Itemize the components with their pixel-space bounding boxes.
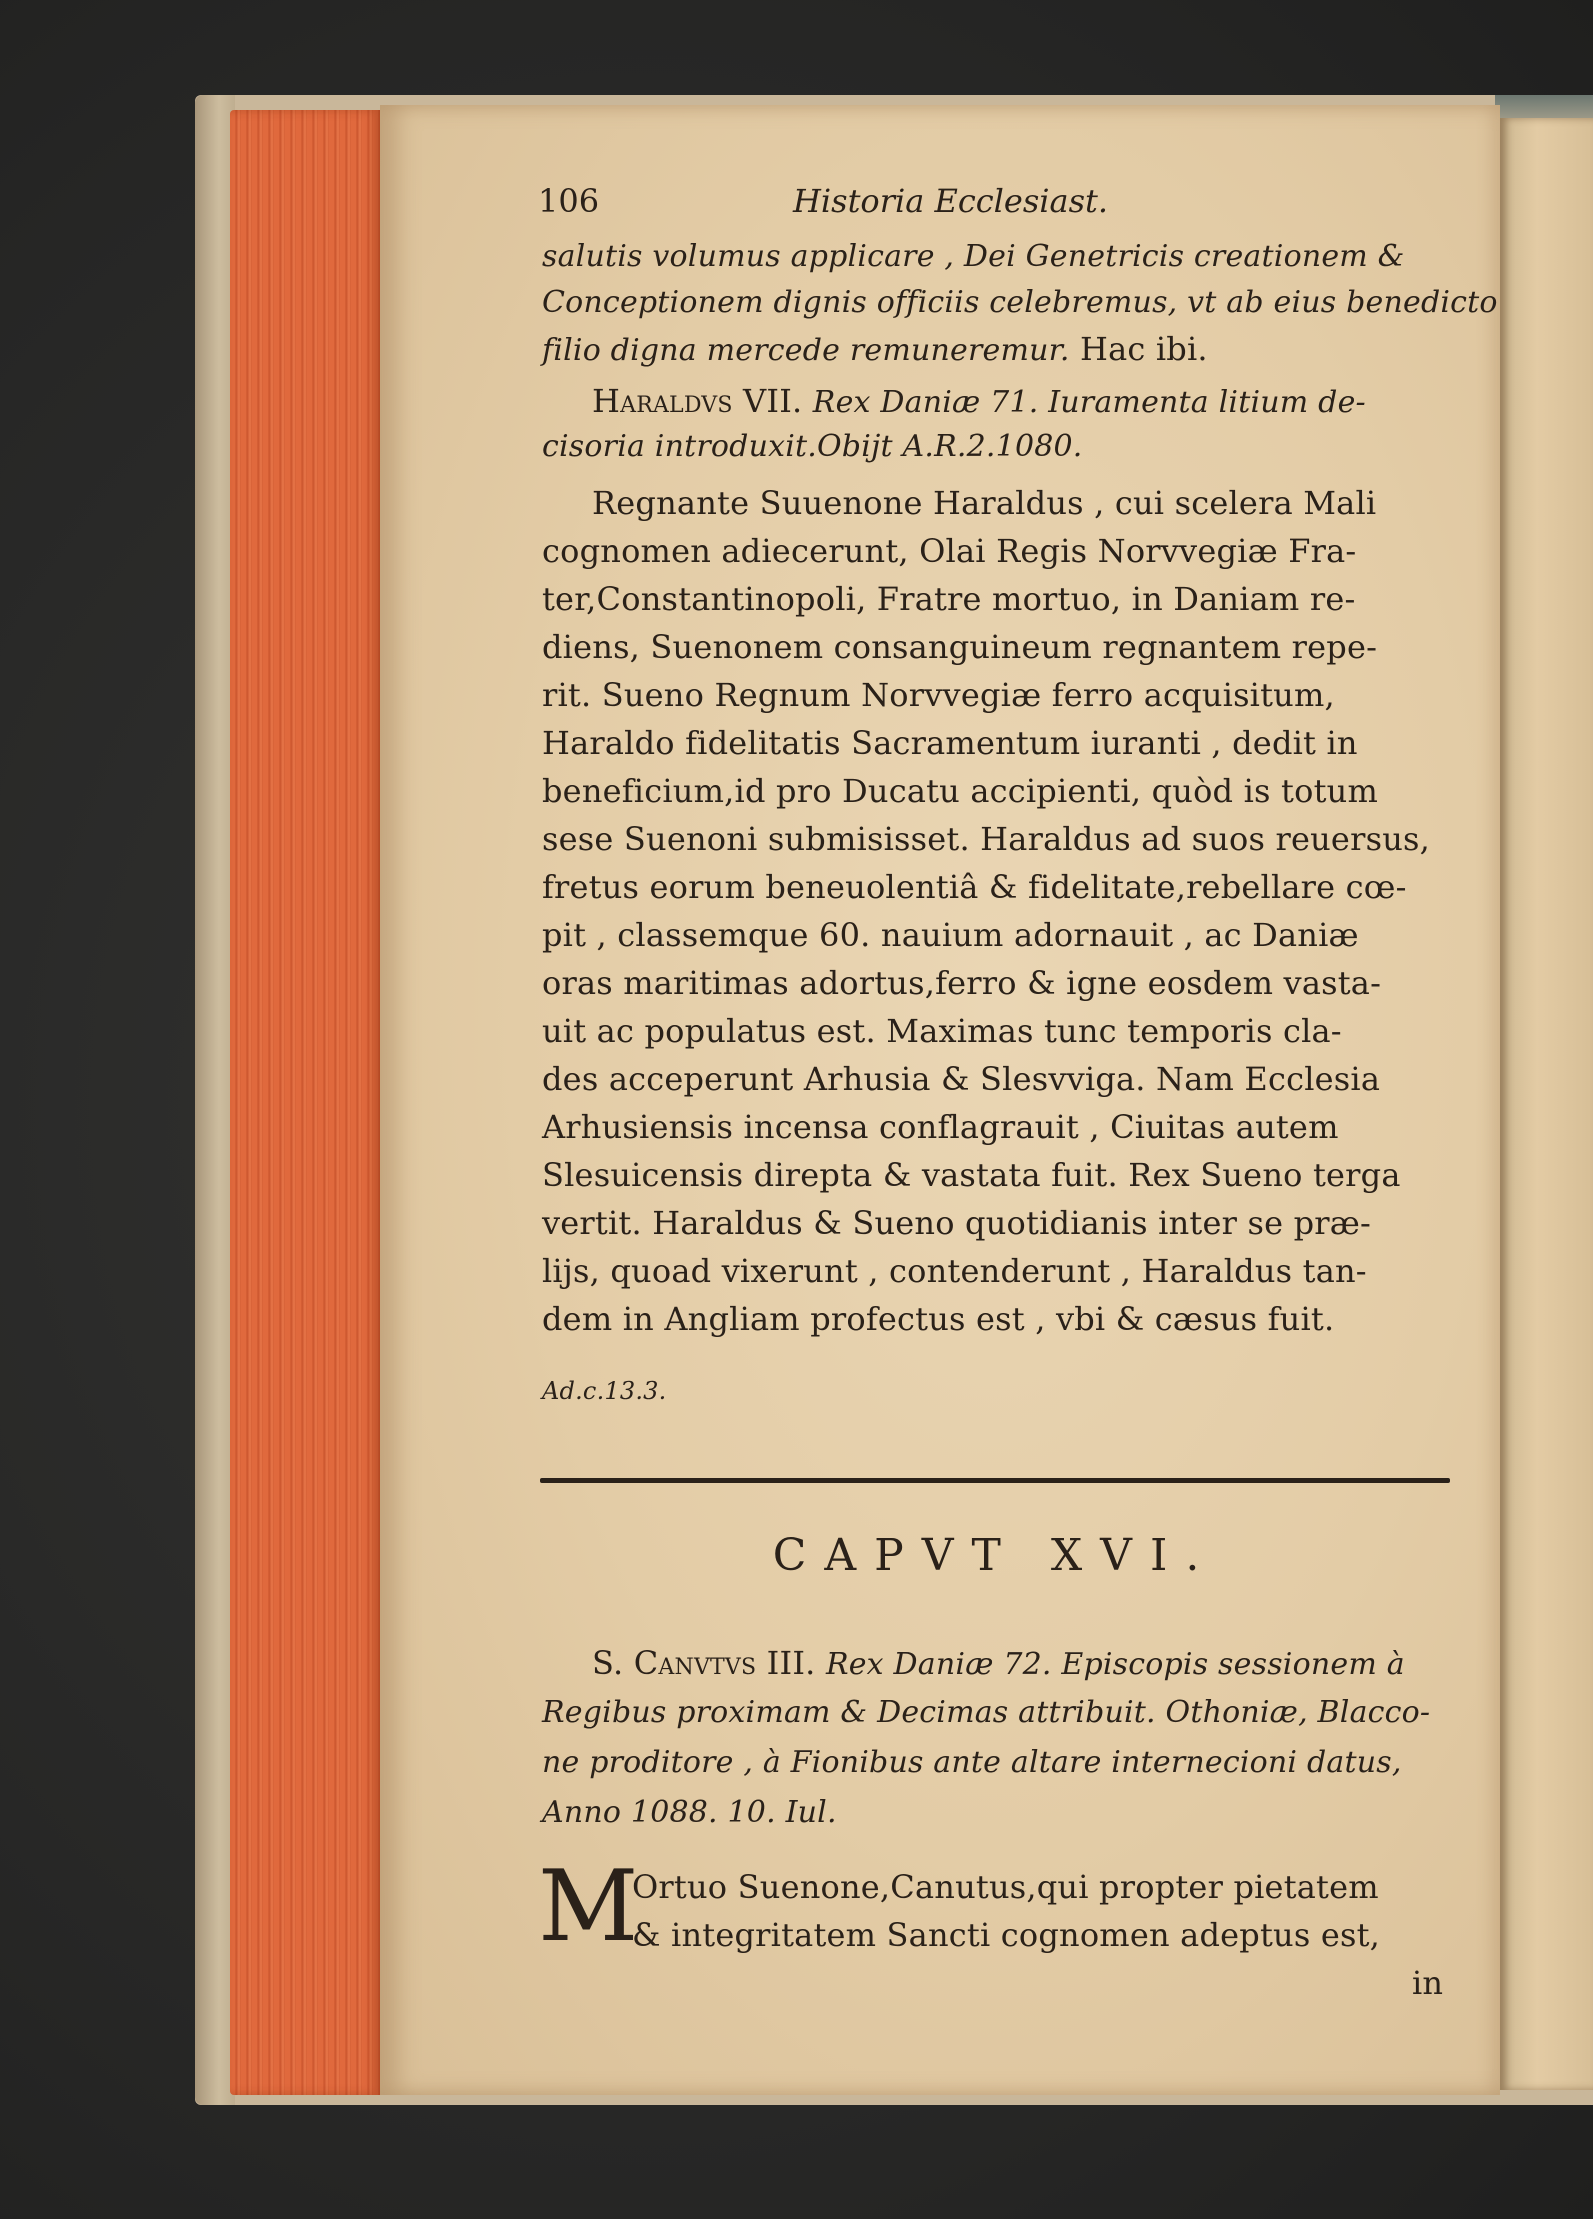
text-line: Arhusiensis incensa conflagrauit , Ciuitas autem bbox=[542, 1108, 1339, 1146]
catchword: in bbox=[1412, 1964, 1444, 2002]
page-edges bbox=[230, 110, 380, 2095]
text-line: & integritatem Sancti cognomen adeptus est, bbox=[632, 1916, 1381, 1954]
text-fragment: Rex Daniæ 71. Iuramenta litium de- bbox=[812, 385, 1366, 420]
running-title: Historia Ecclesiast. bbox=[793, 182, 1109, 220]
chapter-heading: CAPVT XVI. bbox=[772, 1530, 1218, 1581]
facing-page bbox=[1500, 118, 1593, 2090]
text-line: fretus eorum beneuolentiâ & fidelitate,rebellare cœ- bbox=[542, 868, 1407, 906]
text-line bbox=[542, 330, 1208, 370]
text-line: lijs, quoad vixerunt , contenderunt , Haraldus tan- bbox=[542, 1252, 1367, 1290]
text-line: Regnante Suuenone Haraldus , cui scelera Mali bbox=[592, 484, 1377, 522]
drop-capital: M bbox=[538, 1850, 639, 1964]
king-number: III. bbox=[766, 1644, 816, 1682]
text-fragment: Rex Daniæ 72. Episcopis sessionem à bbox=[825, 1647, 1405, 1682]
text-line: rit. Sueno Regnum Norvvegiæ ferro acquisitum, bbox=[542, 676, 1335, 714]
text-line: Conceptionem dignis officiis celebremus, vt ab eius benedicto bbox=[542, 285, 1498, 320]
text-line: uit ac populatus est. Maximas tunc temporis cla- bbox=[542, 1012, 1342, 1050]
text-line: beneficium,id pro Ducatu accipienti, quòd is totum bbox=[542, 772, 1378, 810]
text-line: vertit. Haraldus & Sueno quotidianis inter se præ- bbox=[542, 1204, 1372, 1242]
text-line: Slesuicensis direpta & vastata fuit. Rex Sueno terga bbox=[542, 1156, 1401, 1194]
text-line: Ortuo Suenone,Canutus,qui propter pietatem bbox=[632, 1868, 1379, 1906]
text-line: dem in Angliam profectus est , vbi & cæsus fuit. bbox=[542, 1300, 1335, 1338]
text-line: salutis volumus applicare , Dei Genetricis creationem & bbox=[542, 239, 1405, 274]
text-line: Haraldo fidelitatis Sacramentum iuranti , dedit in bbox=[542, 724, 1358, 762]
text-line bbox=[592, 382, 1366, 422]
text-line: cognomen adiecerunt, Olai Regis Norvvegiæ Fra- bbox=[542, 532, 1357, 570]
text-line: diens, Suenonem consanguineum regnantem repe- bbox=[542, 628, 1378, 666]
king-number: VII. bbox=[743, 382, 803, 420]
text-fragment: Hac ibi. bbox=[1079, 330, 1208, 368]
text-line: Anno 1088. 10. Iul. bbox=[542, 1795, 837, 1830]
king-name: S. Canvtvs bbox=[592, 1644, 757, 1682]
text-line: ne proditore , à Fionibus ante altare internecioni datus, bbox=[542, 1745, 1402, 1780]
text-line: ter,Constantinopoli, Fratre mortuo, in Daniam re- bbox=[542, 580, 1356, 618]
text-line: pit , classemque 60. nauium adornauit , ac Daniæ bbox=[542, 916, 1359, 954]
text-fragment: filio digna mercede remuneremur. bbox=[542, 333, 1070, 368]
text-line: cisoria introduxit.Obijt A.R.2.1080. bbox=[542, 429, 1083, 464]
reference-note: Ad.c.13.3. bbox=[542, 1377, 667, 1405]
text-line bbox=[592, 1644, 1405, 1684]
text-line: des acceperunt Arhusia & Slesvviga. Nam Ecclesia bbox=[542, 1060, 1381, 1098]
section-rule bbox=[540, 1478, 1450, 1483]
king-name: Haraldvs bbox=[592, 382, 733, 420]
text-line: Regibus proximam & Decimas attribuit. Othoniæ, Blacco- bbox=[542, 1695, 1431, 1730]
page-number: 106 bbox=[538, 182, 600, 220]
book-cover-edge bbox=[195, 95, 235, 2105]
text-line: sese Suenoni submisisset. Haraldus ad suos reuersus, bbox=[542, 820, 1430, 858]
text-line: oras maritimas adortus,ferro & igne eosdem vasta- bbox=[542, 964, 1382, 1002]
